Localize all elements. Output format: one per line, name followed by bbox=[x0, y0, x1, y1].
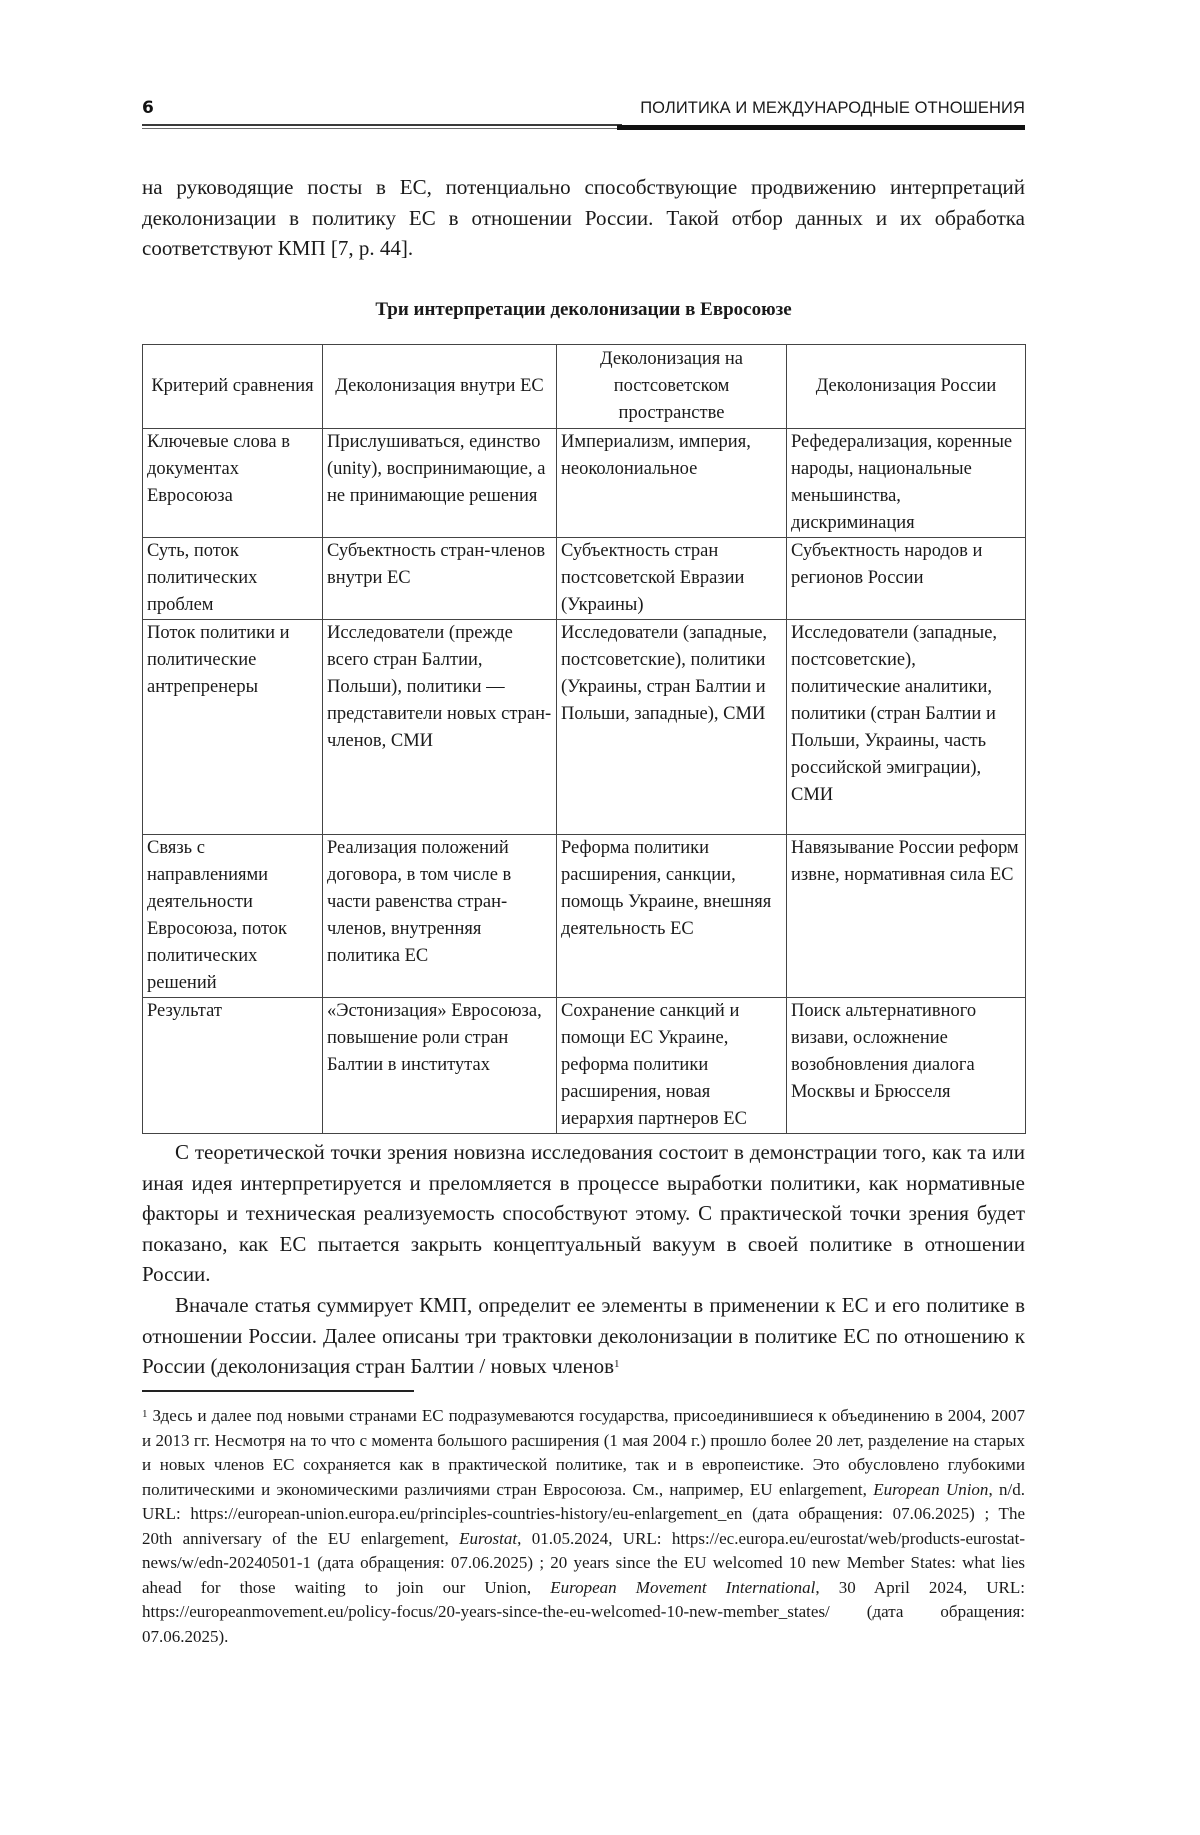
table-header-row bbox=[143, 345, 1026, 429]
table-cell: Субъектность стран постсоветской Евразии (Украины) bbox=[557, 538, 787, 620]
table-cell: Суть, поток политических проблем bbox=[143, 538, 323, 620]
table-cell: Поиск альтернативного визави, осложнение возобновления диалога Москвы и Брюсселя bbox=[787, 998, 1026, 1134]
table-cell: Сохранение санкций и помощи ЕС Украине, реформа политики расширения, новая иерархия партнеров ЕС bbox=[557, 998, 787, 1134]
table-row bbox=[143, 429, 1026, 538]
column-header: Деколонизация России bbox=[787, 345, 1026, 429]
footnote-text[interactable]: , n/d. URL: https://european-union.europa.eu/principles-countries-history/eu-enlargement_en (дата обращения: 07.06.2025) ; The 20th anniversary of the EU enlargement, bbox=[142, 1479, 1025, 1548]
paragraph-outline-text: Вначале статья суммирует КМП, определит ее элементы в применении к ЕС и его политике в отношении России. Далее описаны три трактовки деколонизации в политике ЕС по отношению к России (деколонизация стран Балтии / новых членов bbox=[142, 1293, 1025, 1378]
paragraph-theory: С теоретической точки зрения новизна исследования состоит в демонстрации того, как та или иная идея интерпретируется и преломляется в процессе выработки политики, как нормативные факторы и техническая реализуемость способствуют этому. С практической точки зрения будет показано, как ЕС пытается закрыть концептуальный вакуум в своей политике в отношении России. bbox=[142, 1140, 1025, 1286]
footnote-source: Eurostat bbox=[459, 1528, 518, 1548]
paragraph-intro: на руководящие посты в ЕС, потенциально способствующие продвижению интерпретаций деколонизации в политику ЕС в отношении России. Такой отбор данных и их обработка соответствуют КМП [7, p. 44]. bbox=[142, 175, 1025, 260]
table-cell: Навязывание России реформ извне, нормативная сила ЕС bbox=[787, 835, 1026, 998]
comparison-table bbox=[142, 344, 1026, 1134]
header-rule-double bbox=[142, 124, 622, 129]
running-title: ПОЛИТИКА И МЕЖДУНАРОДНЫЕ ОТНОШЕНИЯ bbox=[640, 99, 1025, 117]
header-rule-thick bbox=[617, 125, 1025, 130]
table-cell: Прислушиваться, единство (unity), воспринимающие, а не принимающие решения bbox=[323, 429, 557, 538]
table-cell: Реформа политики расширения, санкции, помощь Украине, внешняя деятельность ЕС bbox=[557, 835, 787, 998]
table-cell: Субъектность народов и регионов России bbox=[787, 538, 1026, 620]
table-row bbox=[143, 538, 1026, 620]
table-cell: Империализм, империя, неоколониальное bbox=[557, 429, 787, 538]
table-cell: Связь с направлениями деятельности Евросоюза, поток политических решений bbox=[143, 835, 323, 998]
column-header: Деколонизация на постсоветском пространстве bbox=[557, 345, 787, 429]
table-cell: Ключевые слова в документах Евросоюза bbox=[143, 429, 323, 538]
table-row bbox=[143, 998, 1026, 1134]
column-header: Деколонизация внутри ЕС bbox=[323, 345, 557, 429]
table-cell: Рефедерализация, коренные народы, национальные меньшинства, дискриминация bbox=[787, 429, 1026, 538]
footnote-text[interactable]: , 30 April 2024, URL: https://europeanmovement.eu/policy-focus/20-years-since-the-eu-welcomed-10-new-member_states/ (дата обращения: 07.06.2025). bbox=[142, 1577, 1025, 1646]
table-cell: Поток политики и политические антрепренеры bbox=[143, 620, 323, 835]
table-cell: Исследователи (западные, постсоветские), политики (Украины, стран Балтии и Польши, западные), СМИ bbox=[557, 620, 787, 835]
table-cell: Реализация положений договора, в том числе в части равенства стран-членов, внутренняя политика ЕС bbox=[323, 835, 557, 998]
table-cell: Исследователи (западные, постсоветские), политические аналитики, политики (стран Балтии и Польши, Украины, часть российской эмиграции), СМИ bbox=[787, 620, 1026, 835]
footnote-text[interactable]: , 01.05.2024, URL: https://ec.europa.eu/eurostat/web/products-eurostat-news/w/edn-20240501-1 (дата обращения: 07.06.2025) ; 20 years since the EU welcomed 10 new Member States: what lies ahead for those waiting to join our Union, bbox=[142, 1528, 1025, 1597]
footnote-reference[interactable]: 1 bbox=[614, 1358, 620, 1370]
table-title: Три интерпретации деколонизации в Евросоюзе bbox=[375, 299, 792, 320]
page-number: 6 bbox=[142, 98, 154, 118]
footnote-text: Здесь и далее под новыми странами ЕС подразумеваются государства, присоединившиеся к объединению в 2004, 2007 и 2013 гг. Несмотря на то что с момента большого расширения (1 мая 2004 г.) прошло более 20 лет, разделение на старых и новых членов ЕС сохраняется как в практической политике, так и в европеистике. Это обусловлено глубокими политическими и экономическими различиями стран Евросоюза. См., например, EU enlargement, bbox=[142, 1406, 1025, 1499]
table-cell: Исследователи (прежде всего стран Балтии, Польши), политики — представители новых стран-членов, СМИ bbox=[323, 620, 557, 835]
footnote bbox=[142, 1404, 1025, 1649]
paragraph-outline bbox=[142, 1290, 1025, 1382]
footnote-separator bbox=[142, 1390, 414, 1392]
footnote-mark: 1 bbox=[142, 1408, 148, 1420]
table-cell: «Эстонизация» Евросоюза, повышение роли стран Балтии в институтах bbox=[323, 998, 557, 1134]
table-row bbox=[143, 620, 1026, 835]
footnote-source: European Union bbox=[873, 1479, 989, 1499]
column-header: Критерий сравнения bbox=[143, 345, 323, 429]
table-cell: Субъектность стран-членов внутри ЕС bbox=[323, 538, 557, 620]
table-cell: Результат bbox=[143, 998, 323, 1134]
footnote-source: European Movement International bbox=[550, 1577, 816, 1597]
table-row bbox=[143, 835, 1026, 998]
page-header bbox=[142, 98, 1025, 132]
